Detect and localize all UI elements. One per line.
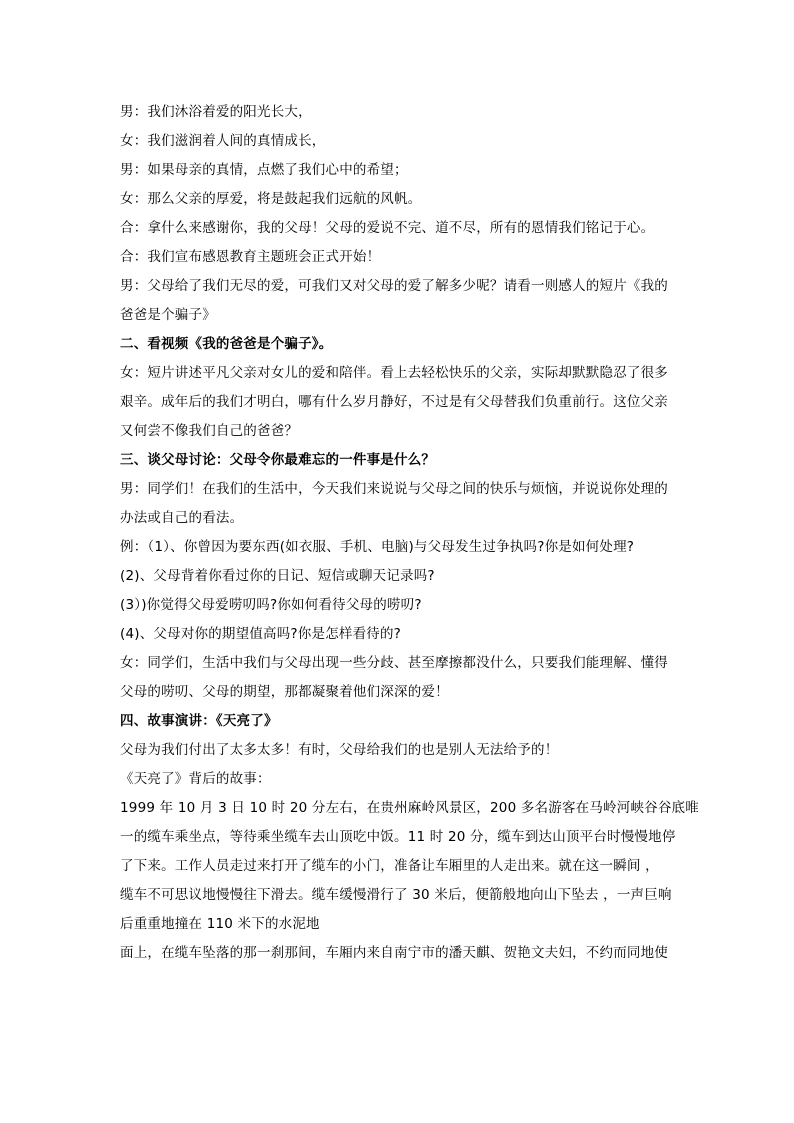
section-heading-video: 二、看视频《我的爸爸是个骗子》。	[120, 336, 333, 352]
dialogue-line: 合：我们宣布感恩教育主题班会正式开始！	[120, 249, 381, 265]
dialogue-line: 合：拿什么来感谢你，我的父母！父母的爱说不完、道不尽，所有的恩情我们铭记于心。	[120, 220, 655, 236]
story-line: 1999 年 10 月 3 日 10 时 20 分左右，在贵州麻岭风景区，200 多名游客在马岭河峡谷谷底唯	[120, 800, 699, 816]
dialogue-line-continued: 艰辛。成年后的我们才明白，哪有什么岁月静好，不过是有父母替我们负重前行。这位父亲	[120, 394, 668, 410]
dialogue-line-continued: 办法或自己的看法。	[120, 510, 244, 526]
dialogue-line: 女：短片讲述平凡父亲对女儿的爱和陪伴。看上去轻松快乐的父亲，实际却默默隐忍了很多	[120, 365, 668, 381]
paragraph-line: 《天亮了》背后的故事：	[120, 771, 271, 787]
dialogue-line: 女：我们滋润着人间的真情成长，	[120, 133, 326, 149]
example-item: (3）)你觉得父母爱唠叨吗?你如何看待父母的唠叨?	[120, 597, 422, 613]
document-body	[120, 98, 699, 968]
story-line: 了下来。工作人员走过来打开了缆车的小门，准备让车厢里的人走出来。就在这一瞬间 ，	[120, 858, 659, 874]
example-item: (4)、父母对你的期望值高吗?你是怎样看待的?	[120, 626, 402, 642]
dialogue-line: 男：如果母亲的真情，点燃了我们心中的希望；	[120, 162, 408, 178]
example-item: (2)、父母背着你看过你的日记、短信或聊天记录吗?	[120, 568, 435, 584]
section-heading-story: 四、故事演讲：《天亮了》	[120, 713, 278, 729]
story-line: 一的缆车乘坐点，等待乘坐缆车去山顶吃中饭。11 时 20 分，缆车到达山顶平台时慢慢地停	[120, 829, 676, 845]
dialogue-line-continued: 又何尝不像我们自己的爸爸？	[120, 423, 299, 439]
dialogue-line: 男：父母给了我们无尽的爱，可我们又对父母的爱了解多少呢？请看一则感人的短片《我的	[120, 278, 668, 294]
dialogue-line: 男：同学们！在我们的生活中，今天我们来说说与父母之间的快乐与烦恼，并说说你处理的	[120, 481, 668, 497]
dialogue-line: 男：我们沐浴着爱的阳光长大，	[120, 104, 312, 120]
paragraph-line: 父母为我们付出了太多太多！有时，父母给我们的也是别人无法给予的！	[120, 742, 559, 758]
dialogue-line-continued: 父母的唠叨、父母的期望，那都凝聚着他们深深的爱！	[120, 684, 449, 700]
dialogue-line: 女：那么父亲的厚爱，将是鼓起我们远航的风帆。	[120, 191, 422, 207]
example-item: 例：（1）、你曾因为要东西(如衣服、手机、电脑)与父母发生过争执吗?你是如何处理?	[120, 539, 635, 555]
story-line: 缆车不可思议地慢慢往下滑去。缆车缓慢滑行了 30 米后，便箭般地向山下坠去 ，一声巨响	[120, 887, 672, 903]
story-line: 后重重地撞在 110 米下的水泥地	[120, 916, 320, 932]
dialogue-line-continued: 爸爸是个骗子》	[120, 307, 216, 323]
dialogue-line: 女：同学们，生活中我们与父母出现一些分歧、甚至摩擦都没什么，只要我们能理解、懂得	[120, 655, 668, 671]
section-heading-discussion: 三、谈父母讨论：父母令你最难忘的一件事是什么？	[120, 452, 436, 468]
story-line: 面上，在缆车坠落的那一刹那间，车厢内来自南宁市的潘天麒、贺艳文夫妇，不约而同地使	[120, 945, 668, 961]
